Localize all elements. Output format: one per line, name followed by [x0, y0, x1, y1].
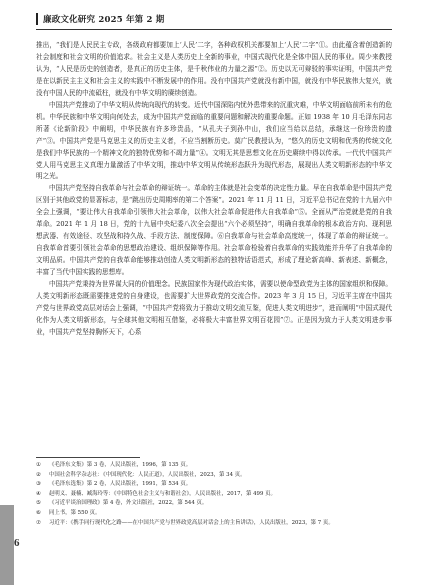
footnote-text: 同上书，第 550 页。	[49, 509, 101, 516]
footnote-text: 《习近平谈治国理政》第 4 卷，外文出版社，2022，第 544 页。	[49, 500, 208, 507]
footnote	[36, 471, 392, 481]
footnote-text: 习近平：《携手同行现代化之路——在中国共产党与世界政党高层对话会上的主旨讲话》，人民出版社，2023，第 7 页。	[49, 519, 334, 526]
paragraph: 中国共产党坚持自我革命与社会革命的辩证统一。革命的主体就是社会变革的决定性力量。早在自我革命是中国共产党区别于其他政党的显著标志，是“跳出历史周期率的第二个答案”。2021 年 11 月 11 日，习近平总书记在党的十九届六中全会上强调，“要让伟大自我革命引领伟大社会革命，以伟大社会革命促进伟大自我革命”⑤。全面从严治党就是党的自我革命。2021 年 1 月 18 日，党的十九届中央纪委八次全会提出“六个必须坚持”，明确自我革命的根本政治方向、现利思想武器、有效途径、攻坚战和持久战、手段方法、制度保障。⑥自我革命与社会革命高度统一，体现了革命的辩证统一。自我革命首要引领社会革命的思想政治建设、组织保障等作用。社会革命检验着自我革命的实践效能并升华了自我革命的文明品质。中国共产党的自我革命能够推动创造人类文明新形态的独特话语范式，形成了理论新高峰、新表述、新概念，丰富了当代中国实践的思想库。	[36, 184, 392, 277]
page-number: 6	[14, 537, 20, 549]
body-text	[36, 40, 392, 339]
footnote-mark: ⑤	[36, 500, 41, 507]
footnote-text: 中国社会科学杂志社：《中国现代化：人民正道》，人民出版社，2023，第 34 页。	[49, 471, 246, 478]
footnote-mark: ②	[36, 471, 41, 478]
paragraph: 推出，“我们是人民民主专政，各级政府都要加上‘人民’二字，各种政权机关都要加上‘人民’二字”①。由此蕴含着创造新的社会制度和社会文明的价值追求。社会主义是人类历史上全新的事业，中国式现代化是全体中国人民的事业。周少来教授认为，“人民是历史的创造者，是真正的历史主体，是千秋伟业的力量之源”②。历史以无可辩驳的事实证明，中国共产党是在以新民主主义和社会主义的实践中不断发展中的作用。没有中国共产党就没有新中国，就没有中华民族伟大复兴，就没有中国人民的中流砥柱，就没有中华文明的赓续创造。	[36, 41, 392, 97]
footnote-text: 《毛泽东选集》第 2 卷，人民出版社，1991，第 534 页。	[49, 481, 192, 488]
page-edge-tab	[0, 505, 14, 585]
footnote	[36, 519, 392, 529]
footnote	[36, 480, 392, 490]
footnote-rule	[36, 457, 140, 458]
footnote-mark: ⑦	[36, 519, 41, 526]
footnote-text: 赵明义、聂楠、臧海玲等：《中国特色社会主义与和谐社会》，人民出版社，2017，第 499 页。	[49, 490, 276, 497]
paragraph: 中国共产党秉持为世界谋大同的价值理念。民族国家作为现代政治实体，需要以使命型政党为主体的国家组织和保障。人类文明新形态既需要推进党的自身建设，也需要扩大世界政党的交流合作。2023 年 3 月 15 日，习近平主席在中国共产党与世界政党高层对话会上强调，“中国共产党将致力于推动文明交流互鉴，促进人类文明进步”，进而阐明“中国式现代化作为人类文明新形态，与全球其他文明相互借鉴，必将极大丰富世界文明百花园”⑦。正是因为致力于人类文明进步事业，中国共产党坚持胸怀天下，心系	[36, 280, 392, 336]
footnote-mark: ⑥	[36, 509, 41, 516]
header-rule	[36, 29, 392, 30]
paragraph: 中国共产党推动了中华文明从传统向现代的转变。近代中国深陷内忧外患带来的沉重灾难，中华文明面临前所未有的危机。中华民族和中华文明向何处去，成为中国共产党面临的重要问题和解决的重要命题。正如 1938 年 10 月毛泽东同志所著《论新阶段》中阐明，中华民族有许多珍贵品，“从孔夫子到孙中山，我们应当给以总结，承继这一份珍贵的遗产”③。中国共产党是马克思主义的历史主义者，不应当割断历史。莫广民教授认为，“悠久的历史文明和优秀的传统文化是我们中华民族的一个精神文化的独特优势和不竭力量”④。文明无其是思想文化在历史赓续中得以传承。一代代中国共产党人用马克思主义真理力量激活了中华文明，推动中华文明从传统形态跃升为现代形态，展现出人类文明新形态的中华文明之光。	[36, 100, 392, 181]
footnotes	[36, 461, 392, 528]
footnote	[36, 490, 392, 500]
journal-title: 廉政文化研究 2025 年第 2 期	[43, 15, 165, 25]
running-header	[36, 11, 392, 27]
footnote-mark: ④	[36, 490, 41, 497]
footnote-text: 《毛泽东文集》第 3 卷，人民出版社，1996，第 135 页。	[49, 462, 192, 468]
footnote	[36, 461, 392, 471]
footnote-mark: ③	[36, 481, 41, 488]
footnote-mark: ①	[36, 462, 41, 468]
header-mark	[36, 13, 38, 25]
footnote	[36, 509, 392, 519]
footnote	[36, 499, 392, 509]
